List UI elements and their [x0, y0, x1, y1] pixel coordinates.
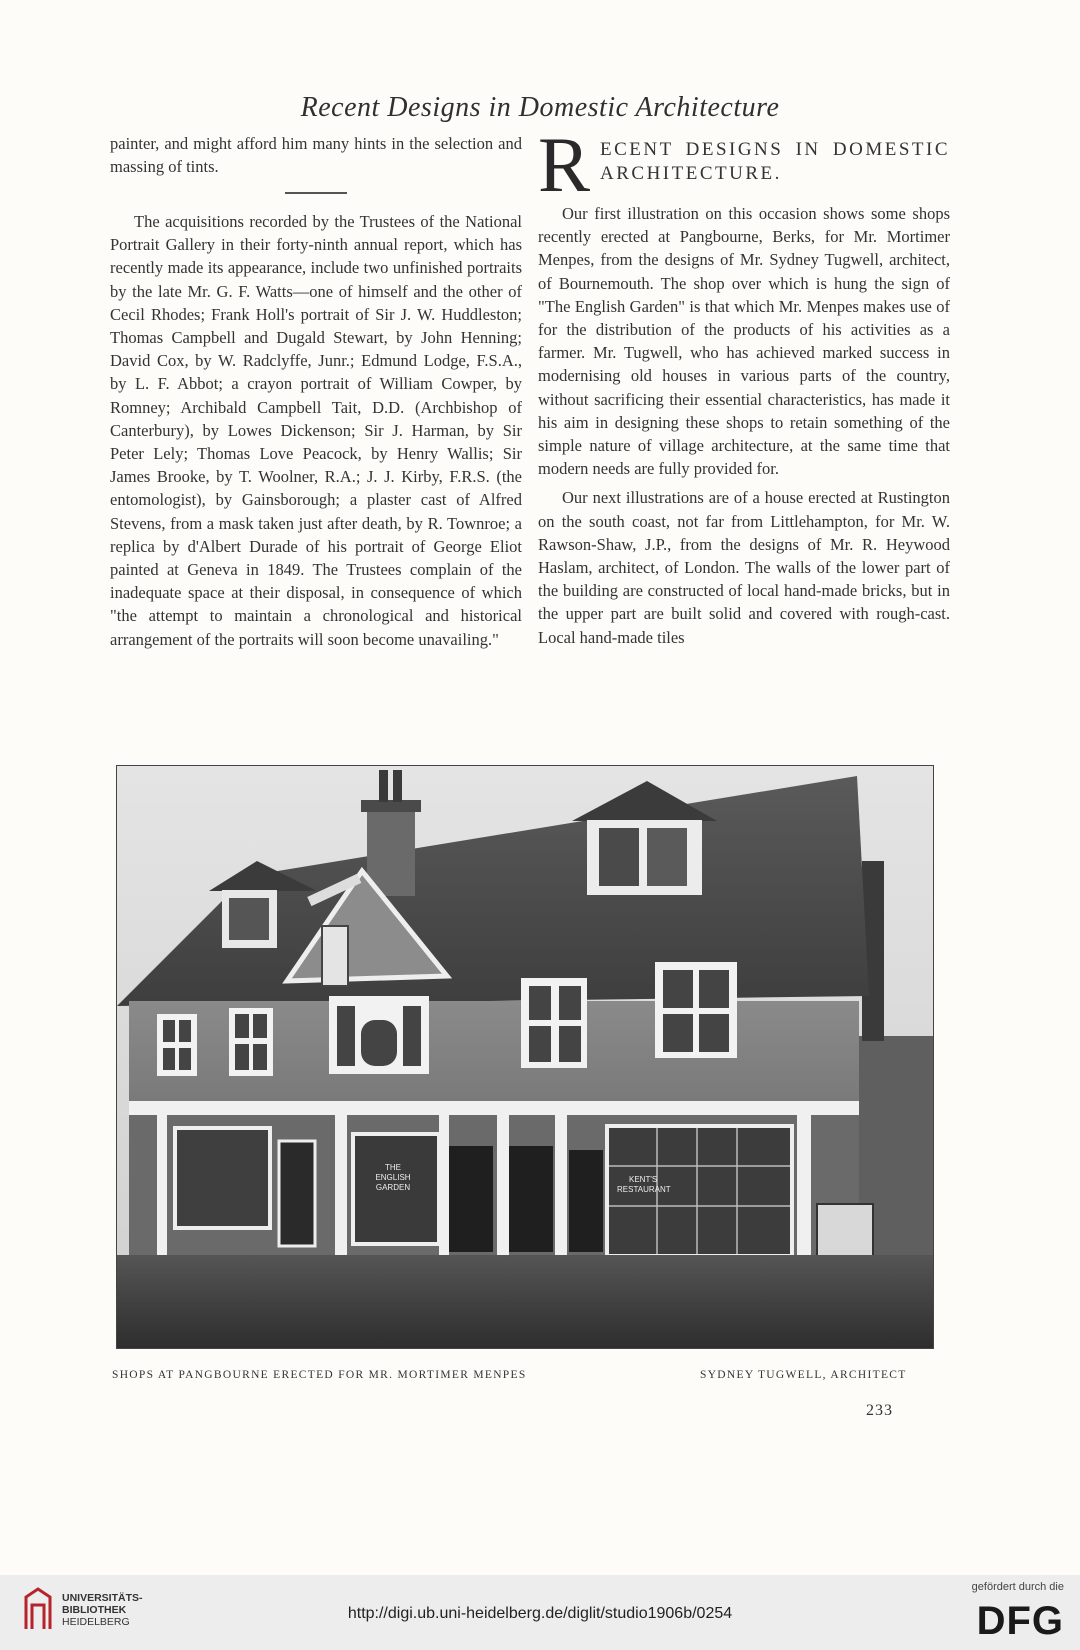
right-paragraph-2: Our next illustrations are of a house erected at Rustington on the south coast, not far from Littlehampton, for Mr. W. Rawson-Shaw, J.P., from the designs of Mr. R. Heywood Haslam, architect, of London. The walls of the lower part of the building are constructed of local hand-made bricks, but in the upper part are built solid and covered with rough-cast. Local hand-made tiles [538, 488, 950, 647]
shop-photograph [116, 765, 934, 1349]
funded-by-label: gefördert durch die [971, 1581, 1064, 1593]
left-paragraph-2: The acquisitions recorded by the Trustees of the National Portrait Gallery in their forty-ninth annual report, which has recently made its appearance, include two unfinished portraits by the late Mr. G. F. Watts—one of himself and the other of Cecil Rhodes; Frank Holl's portrait of Sir J. W. Huddleston; Thomas Campbell and Dugald Stewart, by John Henning; David Cox, by W. Radclyffe, Junr.; Edmund Lodge, F.S.A., by L. F. Abbot; a crayon portrait of William Cowper, by Romney; Archibald Campbell Tait, D.D. (Archbishop of Canterbury), by Lowes Dickenson; Sir J. Harman, by Sir Peter Lely; Thomas Love Peacock, by Henry Wallis; Sir James Brooke, by T. Woolner, R.A.; J. J. Kirby, F.R.S. (the entomologist), by Gainsborough; a plaster cast of Alfred Stevens, from a mask taken just after death, by R. Townroe; a replica by d'Albert Durade of his portrait of George Eliot painted at Geneva in 1849. The Trustees complain of the inadequate space at their disposal, in consequence of which "the attempt to maintain a chronological and historical arrangement of the portraits will soon become unavailing." [110, 211, 522, 649]
article-heading-text: ECENT DESIGNS IN DOMESTIC ARCHITECTURE. [600, 139, 950, 184]
source-url-link[interactable]: http://digi.ub.uni-heidelberg.de/diglit/studio1906b/0254 [347, 1605, 733, 1622]
running-head: Recent Designs in Domestic Architecture [300, 92, 780, 123]
page-number: 233 [866, 1402, 893, 1419]
right-paragraph-1: Our first illustration on this occasion shows some shops recently erected at Pangbourne, Berks, for Mr. Mortimer Menpes, from the designs of Mr. Sydney Tugwell, architect, of Bournemouth. The shop over which is hung the sign of "The English Garden" is that which Mr. Menpes makes use of for the distribution of the products of his activities as a farmer. Mr. Tugwell, who has achieved marked success in modernising old houses in various parts of the country, without sacrificing their essential characteristics, has made it his aim in designing these shops to retain something of the simple nature of village architecture, at the same time that modern needs are fully provided for. [538, 204, 950, 479]
left-column [110, 132, 522, 651]
footer-bar [0, 1575, 1080, 1650]
photo-caption: SHOPS AT PANGBOURNE ERECTED FOR MR. MORTIMER MENPES [112, 1369, 527, 1381]
dropcap: R [538, 121, 591, 208]
article-heading [538, 121, 950, 208]
section-divider [285, 192, 347, 194]
restaurant-sign-1: KENT'S [629, 1175, 658, 1184]
dfg-logo: DFG [976, 1599, 1064, 1643]
sign-text-2: ENGLISH [375, 1173, 411, 1182]
institution-name: UNIVERSITÄTS- BIBLIOTHEK HEIDELBERG [62, 1592, 143, 1628]
right-column [538, 121, 950, 649]
left-paragraph-1: painter, and might afford him many hints in the selection and massing of tints. [110, 134, 522, 177]
photo-credit: SYDNEY TUGWELL, ARCHITECT [700, 1369, 907, 1381]
restaurant-sign-2: RESTAURANT [617, 1185, 671, 1194]
sign-text-3: GARDEN [375, 1183, 411, 1192]
sign-text-1: THE [385, 1163, 401, 1172]
